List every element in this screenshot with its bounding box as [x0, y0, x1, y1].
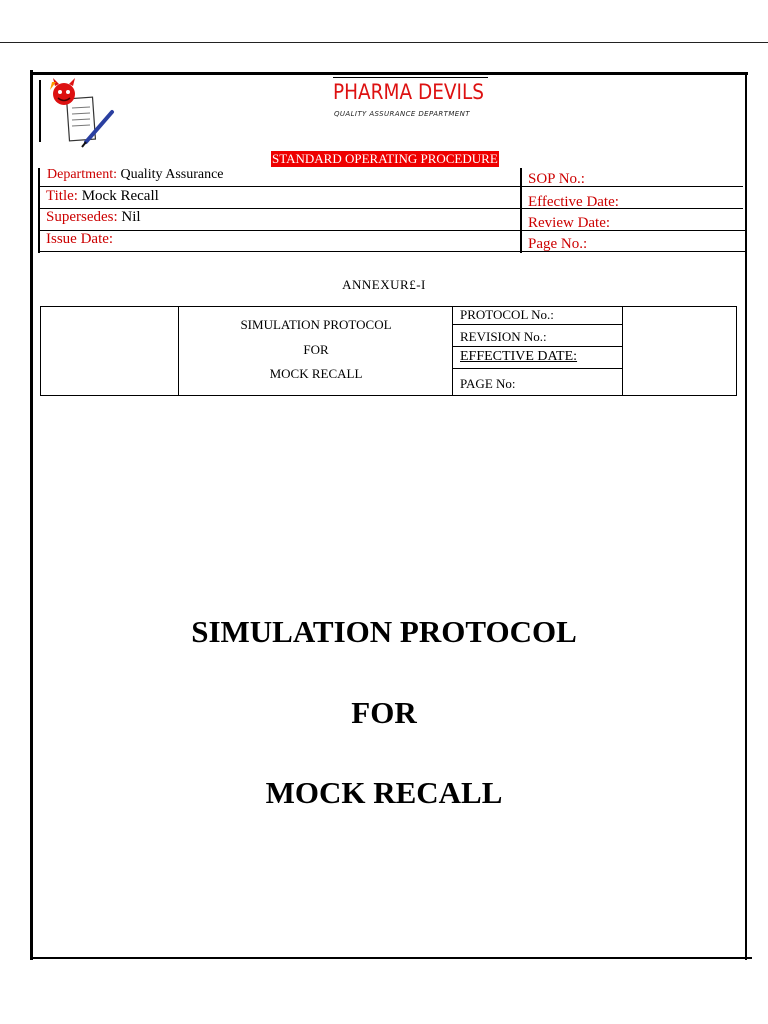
effective-date-label: Effective Date: — [528, 194, 619, 210]
protocol-row-line-2 — [452, 346, 622, 347]
protocol-no-label: PROTOCOL No.: — [460, 307, 554, 322]
main-title-line-2: FOR — [351, 695, 417, 730]
brand-name: PHARMA DEVILS — [333, 80, 485, 104]
sop-banner: STANDARD OPERATING PROCEDURE — [272, 151, 498, 166]
protocol-title-line-3: MOCK RECALL — [269, 366, 363, 381]
header-row-line-1 — [38, 186, 743, 187]
page-no-label: Page No.: — [528, 236, 588, 252]
protocol-title-line-1: SIMULATION PROTOCOL — [240, 317, 392, 332]
main-title-line-1: SIMULATION PROTOCOL — [191, 614, 577, 649]
header-row-line-2 — [38, 208, 743, 209]
header-row-line-3 — [38, 230, 747, 231]
page-top-rule — [0, 42, 768, 43]
protocol-title-line-2: FOR — [303, 342, 329, 357]
supersedes-label: Supersedes: — [46, 209, 118, 225]
devil-logo-icon — [44, 78, 118, 150]
protocol-row-line-1 — [452, 324, 622, 325]
review-date-label: Review Date: — [528, 215, 611, 231]
frame-top-border — [32, 72, 748, 75]
revision-no-label: REVISION No.: — [460, 329, 547, 344]
header-row-line-4 — [38, 251, 747, 252]
logo-divider — [39, 80, 41, 142]
protocol-col-line-1 — [178, 306, 179, 396]
frame-left-border — [30, 70, 33, 960]
supersedes-value: Nil — [121, 209, 141, 225]
title-label: Title: — [46, 188, 78, 204]
frame-right-border — [745, 74, 747, 960]
brand-tagline: QUALITY ASSURANCE DEPARTMENT — [334, 110, 470, 118]
issue-date-label: Issue Date: — [46, 231, 114, 247]
department-value: Quality Assurance — [120, 167, 224, 182]
sop-no-label: SOP No.: — [528, 171, 585, 187]
header-left-line — [38, 168, 40, 253]
protocol-col-line-2 — [452, 306, 453, 396]
issue-date-row — [46, 231, 113, 248]
frame-bottom-border — [30, 957, 752, 959]
protocol-row-line-3 — [452, 368, 622, 369]
title-value: Mock Recall — [81, 188, 159, 204]
protocol-page-no-label: PAGE No: — [460, 376, 516, 391]
department-row — [47, 167, 224, 183]
title-row — [46, 188, 159, 205]
protocol-effective-date-label: EFFECTIVE DATE: — [460, 349, 578, 364]
supersedes-row — [46, 209, 141, 226]
main-title-line-3: MOCK RECALL — [265, 775, 503, 810]
brand-top-rule — [333, 77, 488, 78]
header-mid-line — [520, 168, 522, 253]
protocol-col-line-3 — [622, 306, 623, 396]
department-label: Department: — [47, 167, 117, 182]
annexure-heading: ANNEXUR£-I — [342, 277, 426, 292]
